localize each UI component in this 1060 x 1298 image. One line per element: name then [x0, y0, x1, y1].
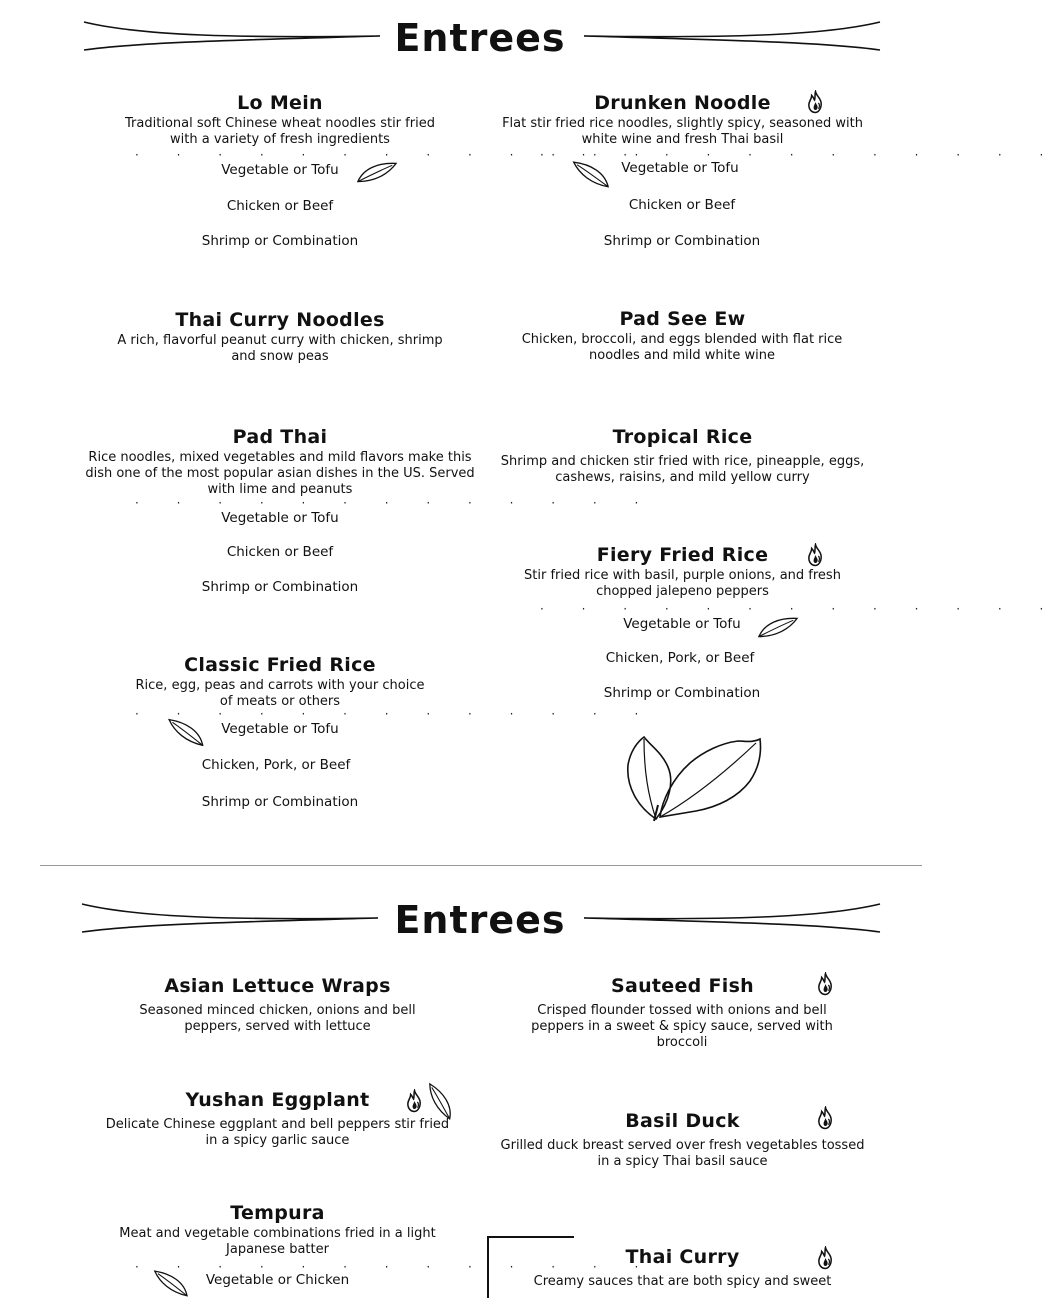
title-swash-right [582, 898, 882, 938]
dish-asian-lettuce-wraps [100, 975, 455, 1035]
dish-yushan-eggplant [100, 1089, 455, 1149]
flame-icon [816, 1106, 835, 1130]
section-title: Entrees [394, 898, 566, 942]
dish-name: Classic Fried Rice [184, 654, 376, 676]
dish-name: Pad See Ew [619, 308, 746, 330]
dish-description: A rich, flavorful peanut curry with chicken, shrimp and snow peas [117, 333, 443, 364]
dish-description: Shrimp and chicken stir fried with rice, pineapple, eggs, cashews, raisins, and mild yellow curry [500, 454, 865, 485]
basil-leaves-icon [618, 735, 768, 823]
option-label: Shrimp or Combination [201, 233, 359, 249]
option-label: Chicken, Pork, or Beef [201, 757, 351, 773]
dish-name: Tropical Rice [612, 426, 753, 448]
dish-thai-curry [495, 1246, 870, 1290]
dish-name: Thai Curry [625, 1246, 740, 1268]
dish-name: Fiery Fried Rice [596, 544, 769, 566]
dish-sauteed-fish [510, 975, 855, 1051]
dish-name: Pad Thai [232, 426, 328, 448]
leaf-icon [356, 160, 398, 184]
dish-pad-see-ew [505, 308, 860, 364]
option-label: Vegetable or Tofu [221, 721, 339, 737]
dish-name: Sauteed Fish [610, 975, 755, 997]
option-label: Shrimp or Combination [603, 685, 761, 701]
dish-description: Flat stir fried rice noodles, slightly spicy, seasoned with white wine and fresh Thai basil [502, 116, 863, 147]
option-label: Vegetable or Chicken [205, 1272, 350, 1288]
title-swash-right [582, 16, 882, 56]
option-label: Shrimp or Combination [201, 579, 359, 595]
dish-description: Seasoned minced chicken, onions and bell peppers, served with lettuce [139, 1003, 416, 1034]
dish-name: Drunken Noodle [594, 92, 771, 114]
flame-icon [816, 1246, 835, 1270]
dish-basil-duck [495, 1110, 870, 1170]
leaf-icon [757, 615, 799, 639]
dish-name: Yushan Eggplant [185, 1089, 370, 1111]
dish-description: Rice, egg, peas and carrots with your choice of meats or others [135, 678, 425, 709]
dotted-divider: · · · · · · · · · · · · · [135, 707, 656, 721]
dish-tropical-rice [495, 426, 870, 486]
dish-lo-mein [105, 92, 455, 148]
dish-description: Meat and vegetable combinations fried in a light Japanese batter [119, 1226, 436, 1257]
option-label: Vegetable or Tofu [623, 616, 741, 632]
option-label: Shrimp or Combination [603, 233, 761, 249]
option-label: Chicken, Pork, or Beef [605, 650, 755, 666]
option-label: Chicken or Beef [226, 198, 334, 214]
dish-description: Chicken, broccoli, and eggs blended with flat rice noodles and mild white wine [521, 332, 843, 363]
dotted-divider: · · · · · · · · · · · · · [540, 602, 1060, 616]
dish-description: Creamy sauces that are both spicy and sweet [533, 1274, 832, 1289]
dotted-divider: · · · · · · · · · · · · · [540, 148, 1060, 162]
dish-description: Stir fried rice with basil, purple onions, and fresh chopped jalepeno peppers [524, 568, 841, 599]
dish-name: Tempura [230, 1202, 325, 1224]
dish-name: Thai Curry Noodles [175, 309, 385, 331]
option-label: Shrimp or Combination [201, 794, 359, 810]
dotted-divider: · · · · · · · · · · · · · [135, 1260, 656, 1274]
dish-classic-fried-rice [105, 654, 455, 710]
option-label: Chicken or Beef [628, 197, 736, 213]
option-label: Vegetable or Tofu [221, 162, 339, 178]
dish-description: Traditional soft Chinese wheat noodles stir fried with a variety of fresh ingredients [125, 116, 435, 147]
option-label: Chicken or Beef [226, 544, 334, 560]
flame-icon [806, 90, 825, 114]
flame-icon [806, 543, 825, 567]
page-divider [40, 865, 922, 866]
dish-name: Basil Duck [625, 1110, 740, 1132]
option-label: Vegetable or Tofu [621, 160, 739, 176]
flame-icon [816, 972, 835, 996]
dish-fiery-fried-rice [510, 544, 855, 600]
section-title: Entrees [394, 16, 566, 60]
dish-description: Crisped flounder tossed with onions and bell peppers in a sweet & spicy sauce, served with broccoli [531, 1003, 833, 1050]
dotted-divider: · · · · · · · · · · · · · [135, 496, 656, 510]
dish-pad-thai [80, 426, 480, 498]
dish-description: Rice noodles, mixed vegetables and mild flavors make this dish one of the most popular asian dishes in the US. Served with lime and peanuts [85, 450, 475, 497]
dish-tempura [100, 1202, 455, 1258]
dish-name: Asian Lettuce Wraps [164, 975, 391, 997]
dish-thai-curry-noodles [105, 309, 455, 365]
dish-description: Grilled duck breast served over fresh vegetables tossed in a spicy Thai basil sauce [500, 1138, 865, 1169]
dotted-divider: · · · · · · · · · · · · · [135, 148, 656, 162]
dish-name: Lo Mein [237, 92, 323, 114]
dish-description: Delicate Chinese eggplant and bell peppers stir fried in a spicy garlic sauce [105, 1117, 450, 1148]
option-label: Vegetable or Tofu [221, 510, 339, 526]
